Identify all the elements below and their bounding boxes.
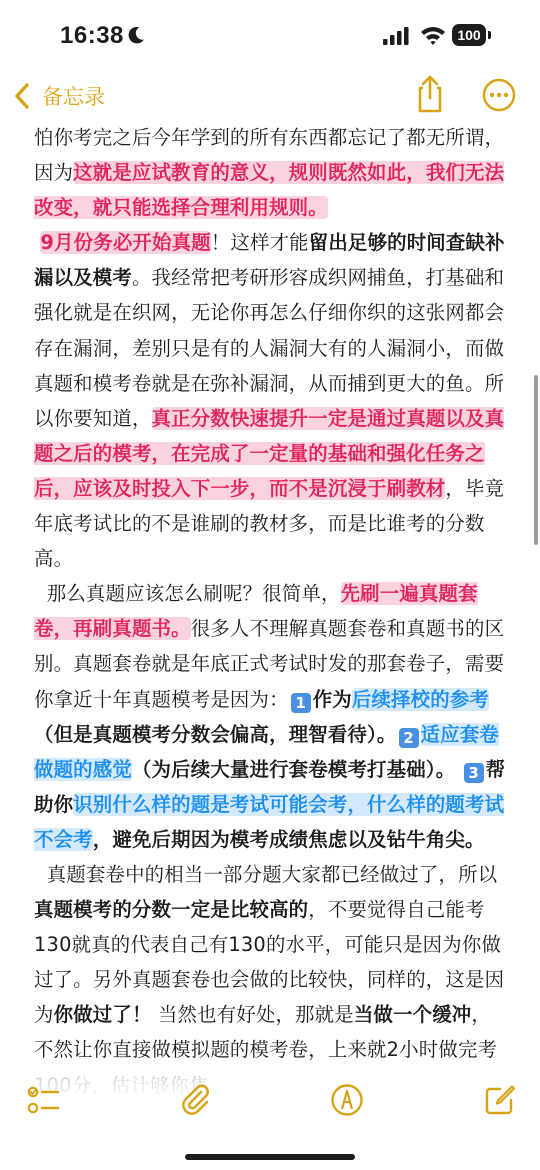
text: 那么真题应该怎么刷呢？很简单， bbox=[46, 582, 341, 606]
text: ，不然让你直接做模拟题的模考卷，上来就2小时做完考 bbox=[34, 1003, 498, 1062]
highlight-blue: 后续择校的参考 bbox=[351, 687, 490, 711]
highlight-pink: 先刷一遍真题套卷，再刷真题书。 bbox=[34, 582, 478, 641]
paragraph-1 bbox=[34, 120, 506, 225]
highlight-pink: 这就是应试教育的意义，规则既然如此，我们无法改变，就只能选择合理利用规则。 bbox=[34, 161, 505, 220]
paragraph-3 bbox=[34, 576, 506, 857]
bold-text: 真题模考的分数一定是比较高的 bbox=[34, 898, 309, 922]
text: ，不要觉得自己能考130就真的代表自己有130的水平，可能只是因为你做过了。另外真题套卷也会做的比较快，同样的，这是因为 bbox=[34, 898, 505, 1027]
home-indicator bbox=[185, 1154, 355, 1160]
signal-icon bbox=[383, 27, 409, 45]
bottom-toolbar bbox=[0, 1065, 540, 1170]
nav-bar bbox=[0, 70, 540, 120]
bold-text: （为后续大量进行套卷模考打基础）。 bbox=[131, 757, 456, 781]
ellipsis-icon[interactable] bbox=[482, 78, 516, 112]
checklist-icon[interactable] bbox=[27, 1083, 61, 1117]
status-time: 16:38 bbox=[60, 22, 124, 49]
share-icon[interactable] bbox=[412, 74, 448, 114]
scroll-indicator[interactable] bbox=[534, 375, 538, 545]
bold-text: 帮助你 bbox=[34, 757, 506, 816]
bold-text: 你做过了！ bbox=[53, 1003, 152, 1027]
battery-indicator bbox=[452, 24, 492, 46]
note-body[interactable] bbox=[34, 120, 506, 1065]
highlight-blue: 适应套卷做题的感觉 bbox=[34, 722, 499, 781]
text: 当然也有好处，那就是 bbox=[157, 1003, 354, 1027]
paperclip-icon[interactable] bbox=[179, 1083, 213, 1117]
number-badge-1: 1 bbox=[291, 693, 311, 713]
back-label: 备忘录 bbox=[42, 85, 105, 109]
text: 。我经常把考研形容成织网捕鱼，打基础和强化就是在织网，无论你再怎么仔细你织的这张网都会存在漏洞，差别只是有的人漏洞大有的人漏洞小，而做真题和模考卷就是在弥补漏洞，从而捕到更大的鱼。所以你要知道， bbox=[34, 266, 505, 430]
battery-level: 100 bbox=[452, 24, 486, 46]
bold-text: 作为 bbox=[312, 687, 352, 711]
text: ，毕竟年底考试比的不是谁刷的教材多，而是比谁考的分数高。 bbox=[34, 476, 505, 571]
compose-icon[interactable] bbox=[483, 1083, 517, 1117]
text: 很多人不理解真题套卷和真题书的区别。真题套卷就是年底正式考试时发的那套卷子，需要你拿近十年真题模考是因为： bbox=[34, 617, 505, 711]
bold-text: ，避免后期因为模考成绩焦虑以及钻牛角尖。 bbox=[92, 827, 485, 851]
status-bar bbox=[0, 0, 540, 70]
highlight-blue: 识别什么样的题是考试可能会考，什么样的题考试不会考 bbox=[34, 792, 505, 851]
highlight-pink: 真正分数快速提升一定是通过真题以及真题之后的模考，在完成了一定量的基础和强化任务之后，应该及时投入下一步，而不是沉浸于刷教材 bbox=[34, 406, 505, 500]
moon-icon bbox=[125, 24, 147, 46]
wifi-icon bbox=[420, 24, 446, 46]
paragraph-2 bbox=[34, 225, 506, 576]
text: ！这样才能 bbox=[210, 231, 309, 255]
bold-text: 当做一个缓冲 bbox=[353, 1003, 472, 1027]
bold-text: 留出足够的时间查缺补漏以及模考 bbox=[34, 231, 505, 290]
chevron-left-icon bbox=[12, 81, 32, 111]
back-button[interactable] bbox=[12, 78, 105, 114]
highlight-pink: 9月份务必开始真题 bbox=[40, 231, 211, 255]
battery-cap bbox=[488, 31, 491, 39]
text: 怕你考完之后今年学到的所有东西都忘记了都无所谓，因为 bbox=[34, 126, 505, 185]
text: 真题套卷中的相当一部分题大家都已经做过了，所以 bbox=[46, 862, 498, 886]
number-badge-3: 3 bbox=[464, 763, 484, 783]
bold-text: （但是真题模考分数会偏高，理智看待）。 bbox=[34, 722, 397, 746]
markup-pen-icon[interactable] bbox=[330, 1083, 364, 1117]
number-badge-2: 2 bbox=[399, 728, 419, 748]
